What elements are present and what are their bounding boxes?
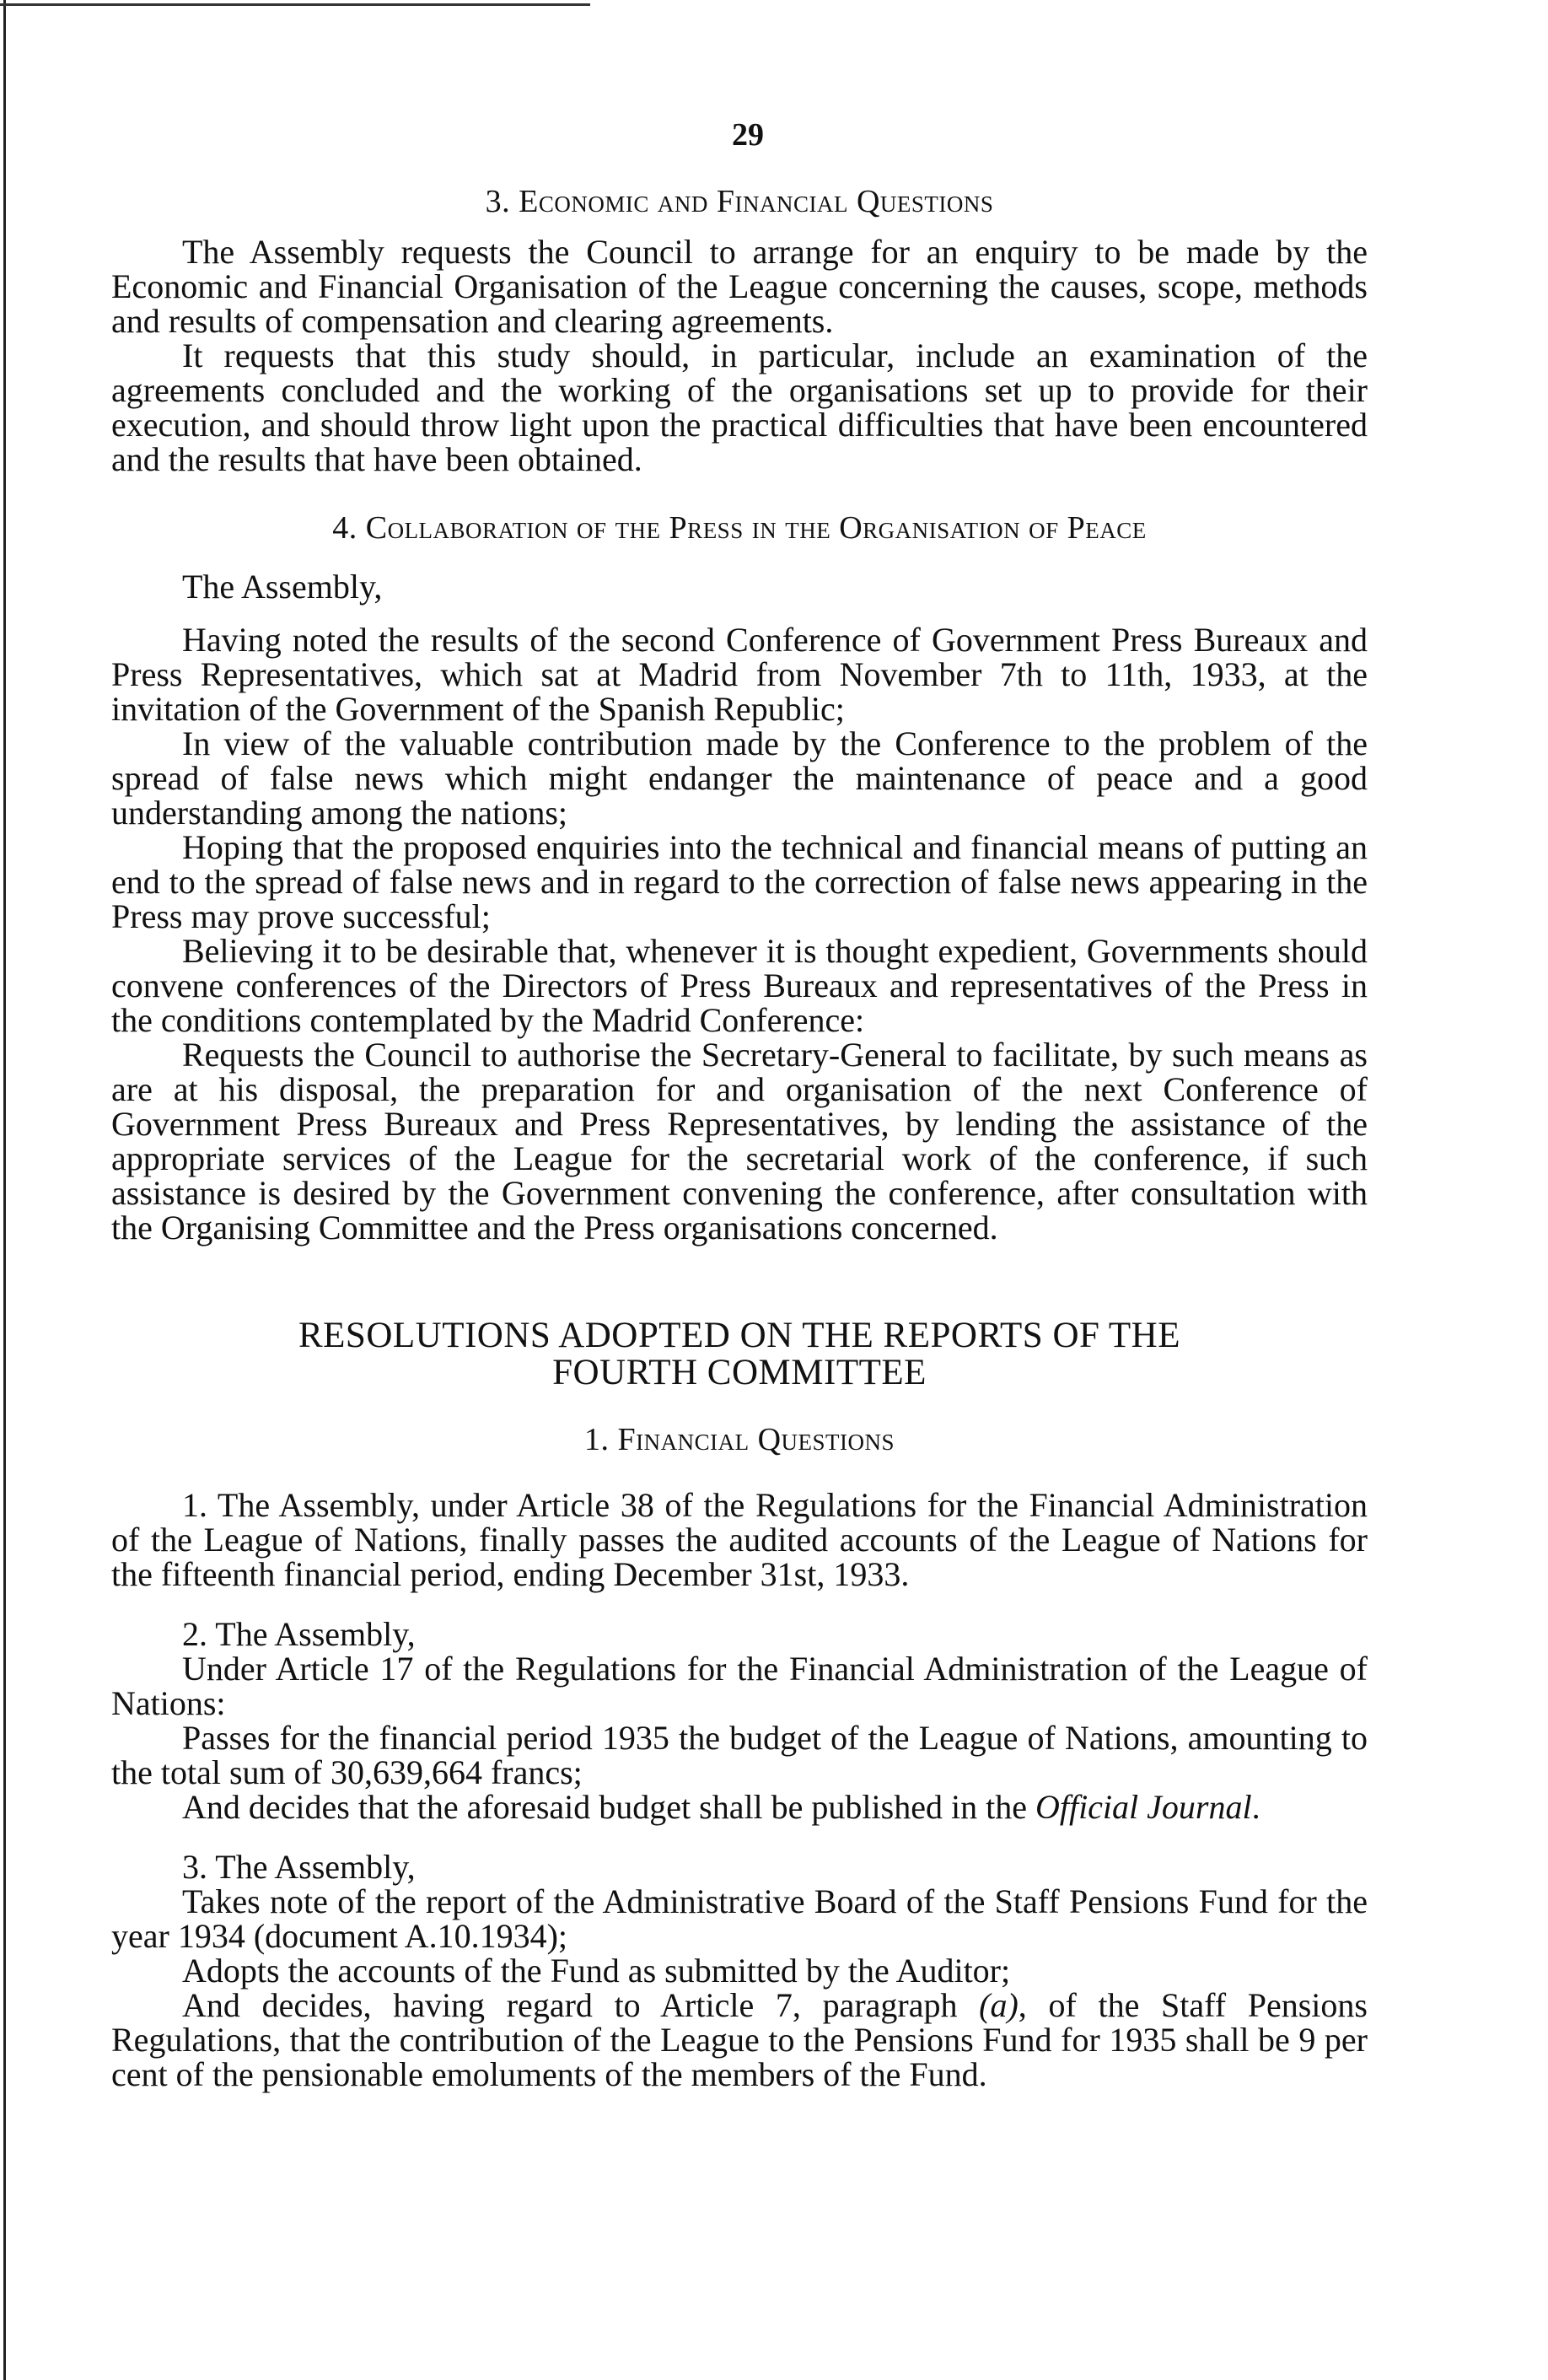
- section-4-paragraph-3: Hoping that the proposed enquiries into the technical and financial means of putting an end to the spread of false news and in regard to the correction of false news appearing in the Press may prove successful;: [111, 828, 1368, 935]
- section-3-paragraph-1: The Assembly requests the Council to arrange for an enquiry to be made by the Economic and Financial Organisation of the League concerning the causes, scope, methods and results of compensation and clearing agreements.: [111, 233, 1368, 340]
- scan-edge-top: [0, 3, 590, 6]
- resolutions-title-line-1: RESOLUTIONS ADOPTED ON THE REPORTS OF THE: [298, 1316, 1180, 1355]
- resolution-3-paragraph-2: Adopts the accounts of the Fund as submitted by the Auditor;: [182, 1952, 1011, 1990]
- section-3-heading: [111, 184, 1368, 219]
- section-4-title: Collaboration of the Press in the Organisation of Peace: [365, 510, 1147, 546]
- resolution-3-paragraph-3-b: , of the Staff Pensions Regulations, that the contribution of the League to the Pensions Fund for 1935 shall be 9 per cent of the pensionable emoluments of the members of the Fund.: [111, 1986, 1368, 2093]
- section-3-title: Economic and Financial Questions: [519, 184, 994, 219]
- financial-questions-title: Financial Questions: [617, 1422, 895, 1457]
- section-4-paragraph-2: In view of the valuable contribution made by the Conference to the problem of the spread of false news which might endanger the maintenance of peace and a good understanding among the nations;: [111, 724, 1368, 832]
- section-4-paragraph-4: Believing it to be desirable that, whenever it is thought expedient, Governments should convene conferences of the Directors of Press Bureaux and representatives of the Press in the conditions contemplated by the Madrid Conference:: [111, 932, 1368, 1039]
- resolution-2-paragraph-2: Passes for the financial period 1935 the budget of the League of Nations, amounting to the total sum of 30,639,664 francs;: [111, 1719, 1368, 1791]
- resolutions-title-line-2: FOURTH COMMITTEE: [552, 1353, 927, 1392]
- resolution-2-intro: 2. The Assembly,: [182, 1615, 416, 1653]
- resolution-2-paragraph-3: [111, 1790, 1368, 1824]
- section-4-number: 4.: [332, 510, 357, 546]
- section-3-paragraph-2: It requests that this study should, in particular, include an examination of the agreements concluded and the working of the organisations set up to provide for their execution, and should throw light upon the practical difficulties that have been encountered and the results that have been obtained.: [111, 337, 1368, 478]
- section-3-number: 3.: [485, 184, 511, 219]
- resolution-3-intro: 3. The Assembly,: [182, 1848, 416, 1886]
- resolutions-title: [111, 1317, 1368, 1392]
- resolution-2-paragraph-1: Under Article 17 of the Regulations for the Financial Administration of the League of Nations:: [111, 1650, 1368, 1722]
- page-number: 29: [732, 117, 764, 153]
- resolution-2-paragraph-3-text: And decides that the aforesaid budget shall be published in the: [182, 1788, 1035, 1826]
- resolution-3-paragraph-1: Takes note of the report of the Administrative Board of the Staff Pensions Fund for the year 1934 (document A.10.1934);: [111, 1882, 1368, 1955]
- section-4-paragraph-1: Having noted the results of the second Conference of Government Press Bureaux and Press Representatives, which sat at Madrid from November 7th to 11th, 1933, at the invitation of the Government of the Spanish Republic;: [111, 621, 1368, 728]
- section-4-paragraph-5: Requests the Council to authorise the Secretary-General to facilitate, by such means as are at his disposal, the preparation for and organisation of the next Conference of Government Press Bureaux and Press Representatives, by lending the assistance of the appropriate services of the League for the secretarial work of the conference, if such assistance is desired by the Government convening the conference, after consultation with the Organising Committee and the Press organisations concerned.: [111, 1036, 1368, 1247]
- page-content: [111, 118, 1368, 2092]
- section-4-intro: The Assembly,: [182, 568, 383, 606]
- resolution-3-paragraph-3-a: And decides, having regard to Article 7, paragraph: [182, 1986, 980, 2024]
- financial-questions-number: 1.: [583, 1422, 610, 1457]
- paragraph-a-reference: (a): [979, 1986, 1019, 2024]
- resolution-2-paragraph-3-end: .: [1251, 1788, 1260, 1826]
- section-4-heading: [111, 510, 1368, 546]
- scan-edge-left: [3, 0, 6, 2380]
- resolution-1: 1. The Assembly, under Article 38 of the Regulations for the Financial Administration of the League of Nations, finally passes the audited accounts of the League of Nations for the fifteenth financial period, ending December 31st, 1933.: [111, 1486, 1368, 1593]
- resolution-3-paragraph-3: [111, 1988, 1368, 2092]
- official-journal-title: Official Journal: [1035, 1788, 1252, 1826]
- financial-questions-heading: [111, 1422, 1368, 1457]
